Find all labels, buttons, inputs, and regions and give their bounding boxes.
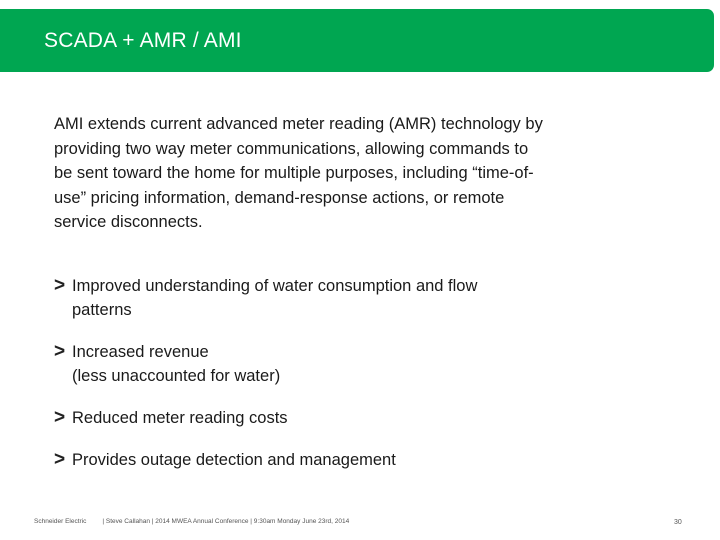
slide-footer bbox=[34, 518, 349, 525]
chevron-right-icon: > bbox=[54, 341, 66, 362]
bullet-text-continuation: patterns bbox=[72, 301, 132, 319]
slide-body-paragraph: AMI extends current advanced meter reading (AMR) technology by providing two way meter communications, allowing commands to be sent toward the home for multiple purposes, including “time-of-use” pricing information, demand-response actions, or remote service disconnects. bbox=[54, 115, 543, 231]
chevron-right-icon: > bbox=[54, 407, 66, 428]
bullet-item bbox=[54, 274, 574, 322]
slide-title: SCADA + AMR / AMI bbox=[44, 29, 242, 52]
bullet-item bbox=[54, 406, 574, 430]
chevron-right-icon: > bbox=[54, 275, 66, 296]
bullet-list bbox=[54, 274, 574, 490]
bullet-text: Improved understanding of water consumption and flow bbox=[72, 277, 478, 295]
footer-company: Schneider Electric bbox=[34, 518, 87, 525]
page-number: 30 bbox=[674, 519, 682, 526]
bullet-text: Increased revenue bbox=[72, 343, 209, 361]
bullet-text: Provides outage detection and management bbox=[72, 451, 396, 469]
bullet-item bbox=[54, 448, 574, 472]
bullet-text: Reduced meter reading costs bbox=[72, 409, 288, 427]
chevron-right-icon: > bbox=[54, 449, 66, 470]
bullet-text-continuation: (less unaccounted for water) bbox=[72, 367, 281, 385]
footer-details: | Steve Callahan | 2014 MWEA Annual Conference | 9:30am Monday June 23rd, 2014 bbox=[102, 518, 350, 525]
bullet-item bbox=[54, 340, 574, 388]
